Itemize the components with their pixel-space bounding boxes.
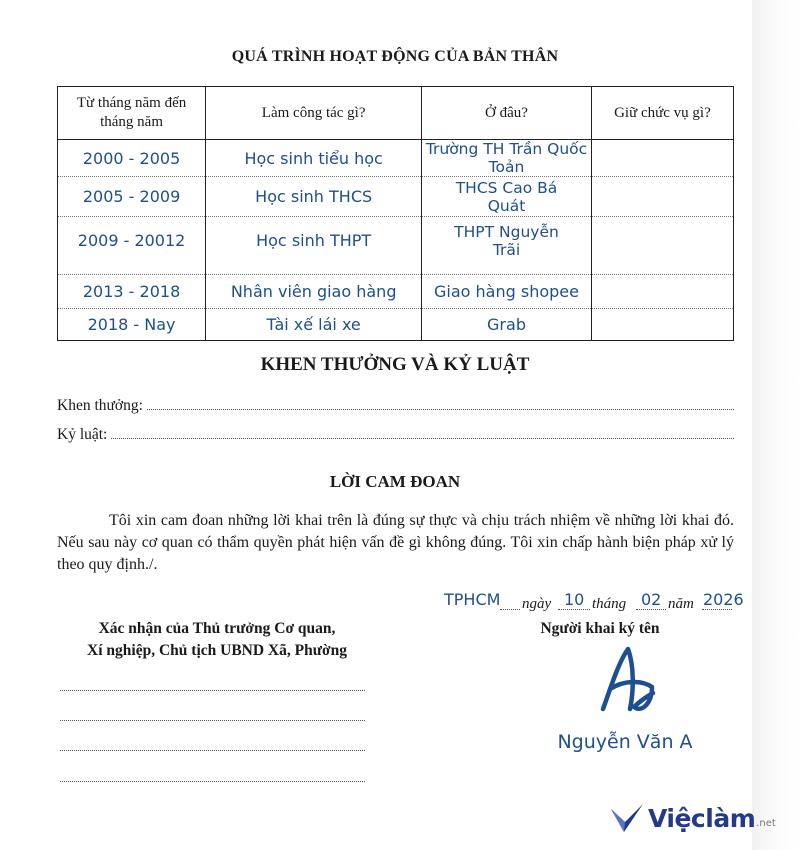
cell-period: 2000 - 2005 bbox=[58, 140, 206, 177]
signer-name: Nguyễn Văn A bbox=[557, 731, 693, 753]
reward-fill-line bbox=[147, 397, 734, 410]
cell-place: THPT Nguyễn Trãi bbox=[422, 217, 592, 275]
date-place: TPHCM bbox=[444, 590, 501, 609]
date-dots bbox=[500, 609, 520, 610]
date-line bbox=[444, 592, 754, 616]
confirmation-fill-line bbox=[60, 750, 365, 751]
cell-place: Trường TH Trần Quốc Toản bbox=[422, 140, 592, 177]
table-header-row bbox=[58, 87, 734, 140]
confirmation-fill-line bbox=[60, 720, 365, 721]
confirmation-line-1: Xác nhận của Thủ trưởng Cơ quan, bbox=[98, 620, 336, 637]
date-month: 02 bbox=[641, 590, 662, 609]
confirmation-fill-line bbox=[60, 690, 365, 691]
table-row bbox=[58, 275, 734, 309]
confirmation-title bbox=[57, 618, 377, 662]
signer-title: Người khai ký tên bbox=[540, 620, 660, 637]
cell-position bbox=[591, 140, 733, 177]
brand-logo bbox=[610, 801, 776, 835]
cell-place: Giao hàng shopee bbox=[422, 275, 592, 309]
cell-job: Học sinh THCS bbox=[206, 177, 422, 217]
cell-period: 2009 - 20012 bbox=[58, 217, 206, 275]
signature-icon bbox=[598, 645, 658, 715]
cell-job: Học sinh THPT bbox=[206, 217, 422, 275]
discipline-line bbox=[57, 426, 734, 444]
cell-job: Nhân viên giao hàng bbox=[206, 275, 422, 309]
cell-position bbox=[591, 275, 733, 309]
date-month-label: tháng bbox=[592, 596, 627, 612]
cell-position bbox=[591, 177, 733, 217]
history-table bbox=[57, 86, 734, 341]
confirmation-fill-line bbox=[60, 781, 365, 782]
cell-job: Học sinh tiểu học bbox=[206, 140, 422, 177]
date-year-label: năm bbox=[668, 596, 694, 612]
rewards-title: KHEN THƯỞNG VÀ KỶ LUẬT bbox=[260, 354, 530, 375]
header-period: Từ tháng năm đến tháng năm bbox=[58, 87, 206, 140]
brand-check-icon bbox=[610, 803, 644, 833]
date-dots bbox=[558, 609, 590, 610]
reward-label: Khen thưởng: bbox=[57, 397, 143, 414]
date-dots bbox=[636, 609, 666, 610]
commitment-title: LỜI CAM ĐOAN bbox=[329, 472, 461, 491]
brand-tld: .net bbox=[756, 817, 776, 829]
cell-period: 2013 - 2018 bbox=[58, 275, 206, 309]
date-day-label: ngày bbox=[522, 596, 552, 612]
cell-place: THCS Cao Bá Quát bbox=[422, 177, 592, 217]
page-edge-shadow bbox=[752, 0, 800, 850]
date-year: 2026 bbox=[703, 590, 744, 609]
discipline-fill-line bbox=[111, 426, 734, 439]
cell-position bbox=[591, 217, 733, 275]
header-position: Giữ chức vụ gì? bbox=[591, 87, 733, 140]
cell-position bbox=[591, 309, 733, 341]
confirmation-line-2: Xí nghiệp, Chủ tịch UBND Xã, Phường bbox=[87, 642, 347, 659]
cell-place: Grab bbox=[422, 309, 592, 341]
table-row bbox=[58, 217, 734, 275]
cell-period: 2005 - 2009 bbox=[58, 177, 206, 217]
brand-name: Việclàm bbox=[648, 803, 756, 833]
discipline-label: Kỷ luật: bbox=[57, 426, 108, 443]
header-job: Làm công tác gì? bbox=[206, 87, 422, 140]
cell-period: 2018 - Nay bbox=[58, 309, 206, 341]
cell-job: Tài xế lái xe bbox=[206, 309, 422, 341]
commitment-text: Tôi xin cam đoan những lời khai trên là đúng sự thực và chịu trách nhiệm về những lời khai đó. Nếu sau này cơ quan có thẩm quyền phát hiện vấn đề gì không đúng. Tôi xin chấp hành biện pháp xử lý theo quy định./. bbox=[57, 512, 734, 573]
table-row bbox=[58, 309, 734, 341]
table-row bbox=[58, 140, 734, 177]
header-place: Ở đâu? bbox=[422, 87, 592, 140]
table-row bbox=[58, 177, 734, 217]
reward-line bbox=[57, 397, 734, 415]
date-day: 10 bbox=[564, 590, 585, 609]
date-dots bbox=[702, 609, 732, 610]
history-title: QUÁ TRÌNH HOẠT ĐỘNG CỦA BẢN THÂN bbox=[231, 48, 559, 65]
